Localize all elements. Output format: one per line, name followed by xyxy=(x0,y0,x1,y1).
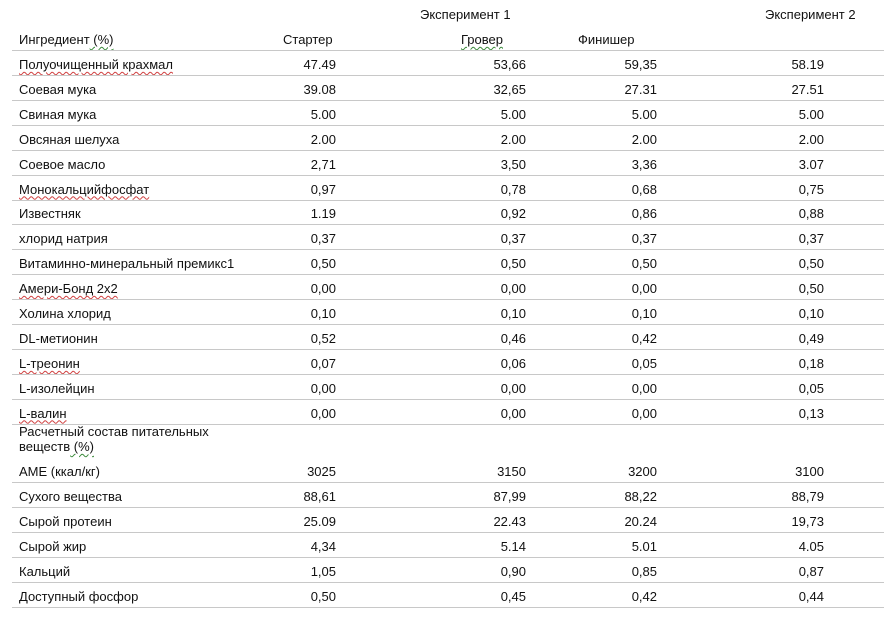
row-divider xyxy=(12,532,884,533)
ingredient-value-cell: 2.00 xyxy=(631,131,657,147)
row-divider xyxy=(12,607,884,608)
ingredient-value-cell: 0,37 xyxy=(500,231,526,247)
ingredient-value-cell: 0,88 xyxy=(798,206,824,222)
nutrient-value-cell: 0,42 xyxy=(631,589,657,604)
nutrients-title-unit: (%) xyxy=(70,439,94,454)
ingredient-value-cell: 2.00 xyxy=(798,131,824,147)
ingredient-value-cell: 0,00 xyxy=(310,405,336,421)
nutrient-value-cell: 5.01 xyxy=(631,539,657,554)
ingredient-value-cell: 59,35 xyxy=(624,57,657,72)
grower-column-header: Гровер xyxy=(461,32,503,47)
ingredient-value-cell: 0,68 xyxy=(631,181,657,197)
ingredient-name: L-изолейцин xyxy=(19,380,95,396)
nutrient-value-cell: 0,45 xyxy=(500,589,526,604)
row-divider xyxy=(12,274,884,275)
ingredient-value-cell: 0,00 xyxy=(310,281,336,297)
ingredient-value-cell: 0,10 xyxy=(500,306,526,321)
nutrient-value-cell: 3200 xyxy=(628,464,657,479)
row-divider xyxy=(12,224,884,225)
row-divider xyxy=(12,200,884,201)
row-divider xyxy=(12,482,884,483)
ingredient-name: DL-метионин xyxy=(19,330,98,346)
nutrient-name: Сырой протеин xyxy=(19,514,112,529)
ingredient-value-cell: 0,50 xyxy=(310,256,336,272)
ingredient-value-cell: 58.19 xyxy=(791,57,824,72)
nutrient-value-cell: 87,99 xyxy=(493,489,526,504)
ingredient-value-cell: 27.31 xyxy=(624,81,657,97)
ingredient-name: хлорид натрия xyxy=(19,231,108,247)
row-divider xyxy=(12,507,884,508)
ingredient-name: Овсяная шелуха xyxy=(19,131,120,147)
ingredient-value-cell: 0,50 xyxy=(798,256,824,272)
nutrient-value-cell: 3025 xyxy=(307,464,336,479)
header-divider xyxy=(12,50,884,51)
ingredient-value-cell: 0,37 xyxy=(310,231,336,247)
nutrient-name: Доступный фосфор xyxy=(19,589,139,604)
ingredient-value-cell: 5.00 xyxy=(310,106,336,122)
ingredient-value-cell: 0,46 xyxy=(500,330,526,346)
ingredient-value-cell: 0,18 xyxy=(798,355,824,371)
experiment-2-heading: Эксперимент 2 xyxy=(765,7,856,22)
ingredient-name: Соевое масло xyxy=(19,156,106,172)
ingredient-value-cell: 0,00 xyxy=(500,380,526,396)
ingredient-value-cell: 0,49 xyxy=(798,330,824,346)
nutrient-name: Сырой жир xyxy=(19,539,87,554)
ingredient-name: Известняк xyxy=(19,206,81,222)
nutrient-name: AME (ккал/кг) xyxy=(19,464,100,479)
ingredient-value-cell: 0,37 xyxy=(631,231,657,247)
ingredient-value-cell: 0,50 xyxy=(500,256,526,272)
ingredient-name: L-валин xyxy=(19,405,67,421)
ingredient-name: Соевая мука xyxy=(19,81,97,97)
nutrient-value-cell: 22.43 xyxy=(493,514,526,529)
nutrient-value-cell: 0,87 xyxy=(798,564,824,579)
nutrient-value-cell: 20.24 xyxy=(624,514,657,529)
row-divider xyxy=(12,374,884,375)
ingredient-value-cell: 0,00 xyxy=(631,405,657,421)
ingredient-value-cell: 2,71 xyxy=(310,156,336,172)
ingredient-value-cell: 0,07 xyxy=(310,355,336,371)
ingredient-column-header xyxy=(19,32,114,47)
ingredient-value-cell: 0,10 xyxy=(798,306,824,321)
ingredient-name: L-треонин xyxy=(19,355,80,371)
ingredient-value-cell: 0,00 xyxy=(631,281,657,297)
ingredient-value-cell: 2.00 xyxy=(500,131,526,147)
nutrient-value-cell: 88,79 xyxy=(791,489,824,504)
ingredient-value-cell: 0,10 xyxy=(631,306,657,321)
ingredient-value-cell: 53,66 xyxy=(493,57,526,72)
ingredient-name: Витаминно-минеральный премикс1 xyxy=(19,256,235,272)
ingredient-value-cell: 0,00 xyxy=(500,405,526,421)
nutrient-name: Кальций xyxy=(19,564,71,579)
row-divider xyxy=(12,299,884,300)
ingredient-value-cell: 5.00 xyxy=(798,106,824,122)
ingredient-value-cell: 0,00 xyxy=(631,380,657,396)
ingredient-column-label: Ингредиент xyxy=(19,32,90,47)
row-divider xyxy=(12,249,884,250)
ingredient-value-cell: 0,92 xyxy=(500,206,526,222)
ingredient-value-cell: 0,05 xyxy=(631,355,657,371)
nutrient-value-cell: 5.14 xyxy=(500,539,526,554)
ingredient-value-cell: 0,52 xyxy=(310,330,336,346)
finisher-column-header: Финишер xyxy=(578,32,635,47)
ingredient-value-cell: 0,75 xyxy=(798,181,824,197)
ingredient-value-cell: 0,50 xyxy=(631,256,657,272)
ingredient-value-cell: 0,42 xyxy=(631,330,657,346)
nutrient-value-cell: 88,61 xyxy=(303,489,336,504)
ingredient-value-cell: 0,06 xyxy=(500,355,526,371)
row-divider xyxy=(12,150,884,151)
row-divider xyxy=(12,75,884,76)
nutrient-name: Сухого вещества xyxy=(19,489,122,504)
nutrient-value-cell: 3150 xyxy=(497,464,526,479)
ingredient-value-cell: 0,50 xyxy=(798,281,824,297)
row-divider xyxy=(12,557,884,558)
nutrient-value-cell: 4,34 xyxy=(310,539,336,554)
starter-column-header: Стартер xyxy=(283,32,333,47)
ingredient-value-cell: 3,36 xyxy=(631,156,657,172)
ingredient-value-cell: 1.19 xyxy=(310,206,336,222)
nutrients-section-title xyxy=(19,424,209,454)
ingredient-value-cell: 0,86 xyxy=(631,206,657,222)
nutrient-value-cell: 3100 xyxy=(795,464,824,479)
row-divider xyxy=(12,175,884,176)
ingredient-name: Свиная мука xyxy=(19,106,97,122)
row-divider xyxy=(12,399,884,400)
ingredient-value-cell: 0,10 xyxy=(310,306,336,321)
ingredient-value-cell: 39.08 xyxy=(303,81,336,97)
ingredient-name: Монокальцийфосфат xyxy=(19,181,150,197)
row-divider xyxy=(12,582,884,583)
ingredient-value-cell: 0,13 xyxy=(798,405,824,421)
ingredient-value-cell: 5.00 xyxy=(500,106,526,122)
row-divider xyxy=(12,324,884,325)
row-divider xyxy=(12,100,884,101)
nutrient-value-cell: 88,22 xyxy=(624,489,657,504)
ingredient-name: Амери-Бонд 2х2 xyxy=(19,281,118,297)
ingredient-value-cell: 0,97 xyxy=(310,181,336,197)
ingredient-value-cell: 32,65 xyxy=(493,81,526,97)
ingredient-value-cell: 3,50 xyxy=(500,156,526,172)
nutrients-title-line2: веществ xyxy=(19,439,71,454)
nutrient-value-cell: 1,05 xyxy=(310,564,336,579)
ingredient-value-cell: 0,00 xyxy=(500,281,526,297)
nutrient-value-cell: 4.05 xyxy=(798,539,824,554)
nutrient-value-cell: 0,44 xyxy=(798,589,824,604)
row-divider xyxy=(12,349,884,350)
ingredient-value-cell: 5.00 xyxy=(631,106,657,122)
experiment-1-heading: Эксперимент 1 xyxy=(420,7,511,22)
ingredient-value-cell: 0,00 xyxy=(310,380,336,396)
nutrients-title-line1: Расчетный состав питательных xyxy=(19,424,209,439)
row-divider xyxy=(12,125,884,126)
nutrient-value-cell: 0,50 xyxy=(310,589,336,604)
ingredient-value-cell: 0,37 xyxy=(798,231,824,247)
ingredient-value-cell: 47.49 xyxy=(303,57,336,72)
ingredient-name: Полуочищенный крахмал xyxy=(19,57,173,72)
nutrient-value-cell: 0,85 xyxy=(631,564,657,579)
ingredient-value-cell: 2.00 xyxy=(310,131,336,147)
nutrient-value-cell: 19,73 xyxy=(791,514,824,529)
ingredient-value-cell: 0,78 xyxy=(500,181,526,197)
ingredient-value-cell: 3.07 xyxy=(798,156,824,172)
ingredient-column-unit: (%) xyxy=(89,32,114,47)
ingredient-value-cell: 0,05 xyxy=(798,380,824,396)
ingredient-value-cell: 27.51 xyxy=(791,81,824,97)
nutrient-value-cell: 25.09 xyxy=(303,514,336,529)
ingredient-name: Холина хлорид xyxy=(19,306,111,321)
nutrient-value-cell: 0,90 xyxy=(500,564,526,579)
